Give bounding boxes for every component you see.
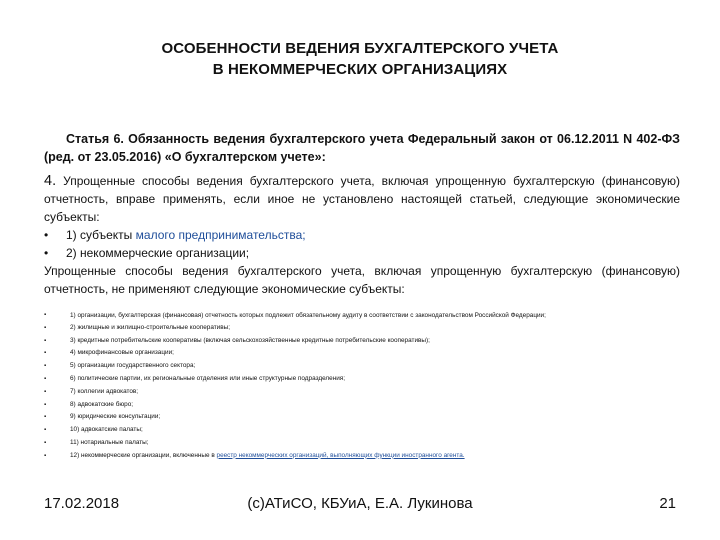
list-item-text: 3) кредитные потребительские кооперативы (включая сельскохозяйственные кредитные потребительские кооперативы); <box>70 336 430 344</box>
square-bullet-icon: ▪ <box>44 439 47 446</box>
footer-date: 17.02.2018 <box>44 495 120 512</box>
list-item <box>44 322 680 335</box>
list-item <box>44 244 680 262</box>
list-item <box>44 424 680 437</box>
square-bullet-icon: ▪ <box>44 414 47 421</box>
exclusions-list <box>44 309 680 463</box>
list-item-prefix: 12) некоммерческие организации, включенные в <box>70 451 217 459</box>
list-item-text <box>66 226 306 244</box>
square-bullet-icon: ▪ <box>44 337 47 344</box>
list-item-prefix: 1) субъекты <box>66 228 136 242</box>
list-item-text: 6) политические партии, их региональные отделения или иные структурные подразделения; <box>70 374 346 382</box>
list-item-text <box>70 450 680 463</box>
square-bullet-icon: ▪ <box>44 388 47 395</box>
list-item-text: 10) адвокатские палаты; <box>70 426 143 434</box>
list-item-text: 8) адвокатские бюро; <box>70 400 134 408</box>
bullet-marker: • <box>44 228 49 242</box>
square-bullet-icon: ▪ <box>44 312 47 318</box>
page-number: 21 <box>659 495 676 512</box>
paragraph-number: 4. <box>44 173 57 189</box>
paragraph-4-text: Упрощенные способы ведения бухгалтерского учета, включая упрощенную бухгалтерскую (финансовую) отчетность, вправе применять, если иное не установлено настоящей статьей, следующие экономические субъекты: <box>44 174 681 224</box>
list-item <box>44 373 680 386</box>
list-item-text: 9) юридические консультации; <box>70 413 161 421</box>
list-item <box>44 347 680 360</box>
list-item-text: 2) жилищные и жилищно-строительные кооперативы; <box>70 323 230 331</box>
list-item-text: 11) нотариальные палаты; <box>70 438 149 446</box>
square-bullet-icon: ▪ <box>44 427 47 434</box>
list-item-text: 5) организации государственного сектора; <box>70 362 196 370</box>
list-item-text: 1) организации, бухгалтерская (финансовая) отчетность которых подлежит обязательному аудиту в соответствии с законодательством Российской Федерации; <box>70 312 546 319</box>
list-item-text: 7) коллегии адвокатов; <box>70 387 139 395</box>
square-bullet-icon: ▪ <box>44 324 47 331</box>
paragraph-4 <box>44 172 680 226</box>
list-item <box>44 360 680 373</box>
bullet-marker: • <box>44 246 49 260</box>
slide-title <box>60 38 660 80</box>
list-item <box>44 335 680 348</box>
title-line-1: ОСОБЕННОСТИ ВЕДЕНИЯ БУХГАЛТЕРСКОГО УЧЕТА <box>161 40 559 57</box>
square-bullet-icon: ▪ <box>44 375 47 382</box>
list-item <box>44 411 680 424</box>
footer-author: (с)АТиСО, КБУиА, Е.А. Лукинова <box>247 495 473 512</box>
square-bullet-icon: ▪ <box>44 401 47 408</box>
list-item-text: 2) некоммерческие организации; <box>66 246 250 260</box>
list-item <box>44 386 680 399</box>
foreign-agent-registry-link[interactable]: реестр некоммерческих организаций, выполняющих функции иностранного агента. <box>216 451 465 459</box>
square-bullet-icon: ▪ <box>44 363 47 370</box>
article-heading: Статья 6. Обязанность ведения бухгалтерского учета Федеральный закон от 06.12.2011 N 402-ФЗ (ред. от 23.05.2016) «О бухгалтерском учете»: <box>44 132 680 164</box>
square-bullet-icon: ▪ <box>44 452 47 459</box>
list-item <box>44 450 680 463</box>
list-item <box>44 309 680 322</box>
square-bullet-icon: ▪ <box>44 350 47 357</box>
article-body <box>44 172 680 298</box>
list-item <box>44 399 680 412</box>
list-item <box>44 437 680 450</box>
small-business-link[interactable]: малого предпринимательства; <box>135 228 306 242</box>
title-line-2: В НЕКОММЕРЧЕСКИХ ОРГАНИЗАЦИЯХ <box>212 61 508 78</box>
paragraph-exclusions: Упрощенные способы ведения бухгалтерского учета, включая упрощенную бухгалтерскую (финансовую) отчетность, не применяют следующие экономические субъекты: <box>44 264 680 296</box>
list-item-text: 4) микрофинансовые организации; <box>70 349 174 357</box>
list-item <box>44 226 680 244</box>
